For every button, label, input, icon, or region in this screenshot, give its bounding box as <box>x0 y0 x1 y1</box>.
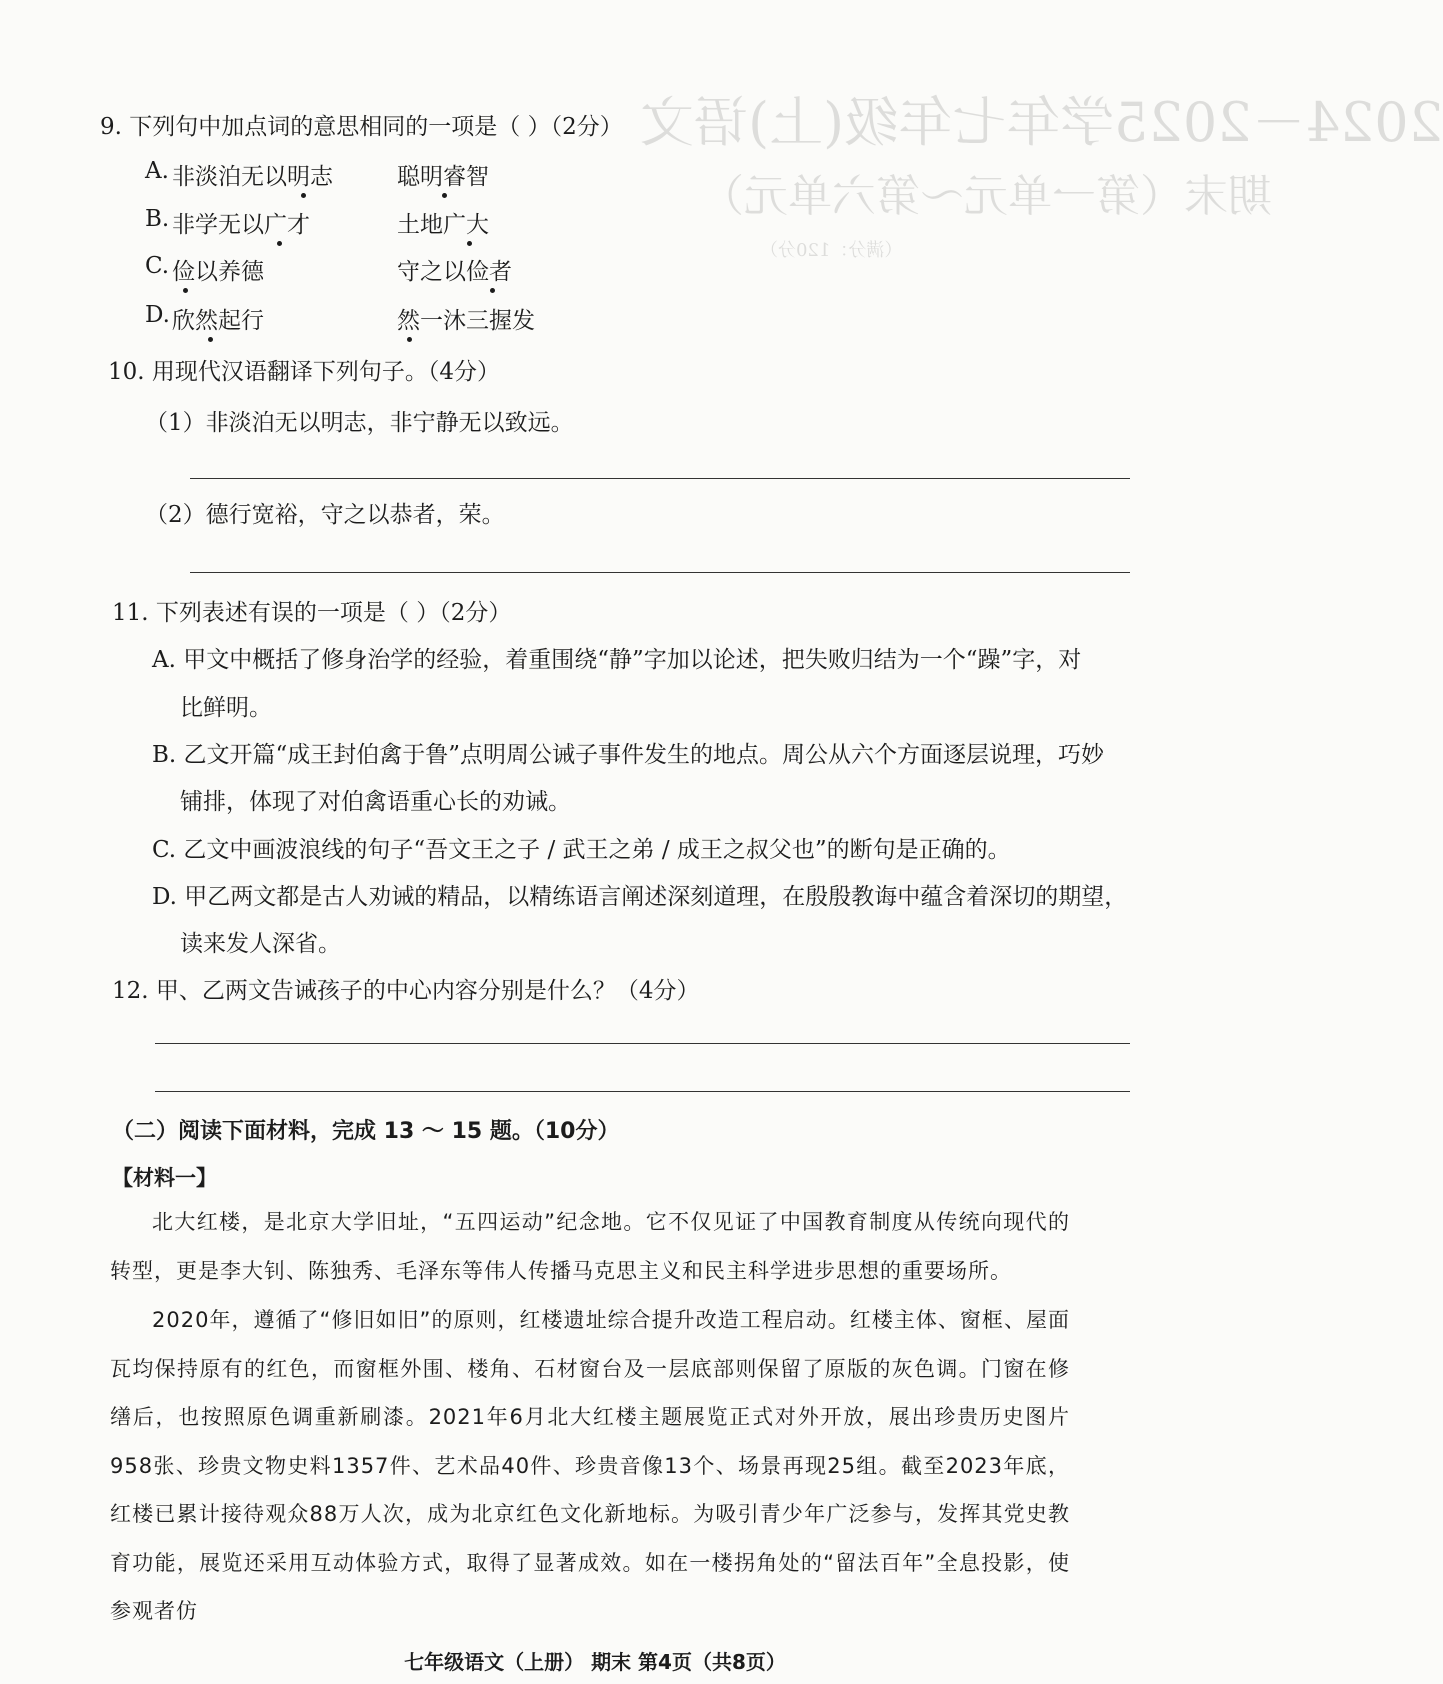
q11-option-a-cont: 比鲜明。 <box>180 695 272 721</box>
q9-stem: 9. 下列句中加点词的意思相同的一项是（ ）（2分） <box>100 114 623 140</box>
q11-option-c: C. 乙文中画波浪线的句子“吾文王之子 / 武王之弟 / 成王之叔父也”的断句是正确的。 <box>152 837 1011 863</box>
q10-sentence-2: （2）德行宽裕，守之以恭者，荣。 <box>145 502 505 528</box>
q11-option-a: A. 甲文中概括了修身治学的经验，着重围绕“静”字加以论述，把失败归结为一个“躁”字，对 <box>152 647 1082 673</box>
q10-stem: 10. 用现代汉语翻译下列句子。（4分） <box>108 359 501 385</box>
q11-option-b-cont: 铺排，体现了对伯禽语重心长的劝诫。 <box>180 789 571 815</box>
q11-option-d-cont: 读来发人深省。 <box>180 931 341 957</box>
q9-option-c-right: 守之以俭者 <box>397 259 512 285</box>
emphasis-dot <box>442 193 447 198</box>
q11-option-d: D. 甲乙两文都是古人劝诫的精品，以精练语言阐述深刻道理，在殷殷教诲中蕴含着深切的期望， <box>152 884 1128 910</box>
emphasis-dot <box>208 337 213 342</box>
material-paragraph-1: 北大红楼，是北京大学旧址，“五四运动”纪念地。它不仅见证了中国教育制度从传统向现代的转型，更是李大钊、陈独秀、毛泽东等伟人传播马克思主义和民主科学进步思想的重要场所。 <box>110 1210 1070 1283</box>
bleed-through-score: （满分：120分） <box>760 240 903 261</box>
q9-option-a-left: 非淡泊无以明志 <box>172 164 333 190</box>
q9-option-b-right: 土地广大 <box>397 212 489 238</box>
q9-option-c-left: 俭以养德 <box>172 259 264 285</box>
q10-sentence-1: （1）非淡泊无以明志，非宁静无以致远。 <box>145 410 574 436</box>
material-paragraph-2: 2020年，遵循了“修旧如旧”的原则，红楼遗址综合提升改造工程启动。红楼主体、窗框、屋面瓦均保持原有的红色，而窗框外围、楼角、石材窗台及一层底部则保留了原版的灰色调。门窗在修缮后，也按照原色调重新刷漆。2021年6月北大红楼主题展览正式对外开放，展出珍贵历史图片958张、珍贵文物史料1357件、艺术品40件、珍贵音像13个、场景再现25组。截至2023年底，红楼已累计接待观众88万人次，成为北京红色文化新地标。为吸引青少年广泛参与，发挥其党史教育功能，展览还采用互动体验方式，取得了显著成效。如在一楼拐角处的“留法百年”全息投影，使参观者仿 <box>110 1308 1070 1623</box>
q11-option-b: B. 乙文开篇“成王封伯禽于鲁”点明周公诫子事件发生的地点。周公从六个方面逐层说理，巧妙 <box>152 742 1105 768</box>
emphasis-dot <box>407 337 412 342</box>
emphasis-dot <box>301 193 306 198</box>
answer-line[interactable] <box>190 572 1130 573</box>
q9-option-d-label: D. <box>145 302 170 328</box>
q9-option-b-left: 非学无以广才 <box>172 212 310 238</box>
emphasis-dot <box>277 241 282 246</box>
q9-option-d-left: 欣然起行 <box>172 308 264 334</box>
answer-line[interactable] <box>190 478 1130 479</box>
page-footer: 七年级语文（上册） 期末 第4页（共8页） <box>404 1650 786 1674</box>
q9-option-a-right: 聪明睿智 <box>397 164 489 190</box>
q9-option-c-label: C. <box>145 253 170 279</box>
q9-option-b-label: B. <box>145 206 170 232</box>
answer-line[interactable] <box>155 1043 1130 1044</box>
material-label: 【材料一】 <box>112 1166 217 1190</box>
bleed-through-title: 2024－2025学年七年级(上)语文 <box>640 91 1443 154</box>
emphasis-dot <box>490 288 495 293</box>
q9-option-a-label: A. <box>145 158 169 184</box>
emphasis-dot <box>183 288 188 293</box>
bleed-through-subtitle: 期末（第一单元～第六单元） <box>700 171 1272 222</box>
emphasis-dot <box>467 241 472 246</box>
section-title: （二）阅读下面材料，完成 13 ～ 15 题。（10分） <box>112 1119 620 1144</box>
q11-stem: 11. 下列表述有误的一项是（ ）（2分） <box>112 600 512 626</box>
q9-option-d-right: 然一沐三握发 <box>397 308 535 334</box>
answer-line[interactable] <box>155 1091 1130 1092</box>
q12-stem: 12. 甲、乙两文告诫孩子的中心内容分别是什么？（4分） <box>112 978 700 1004</box>
